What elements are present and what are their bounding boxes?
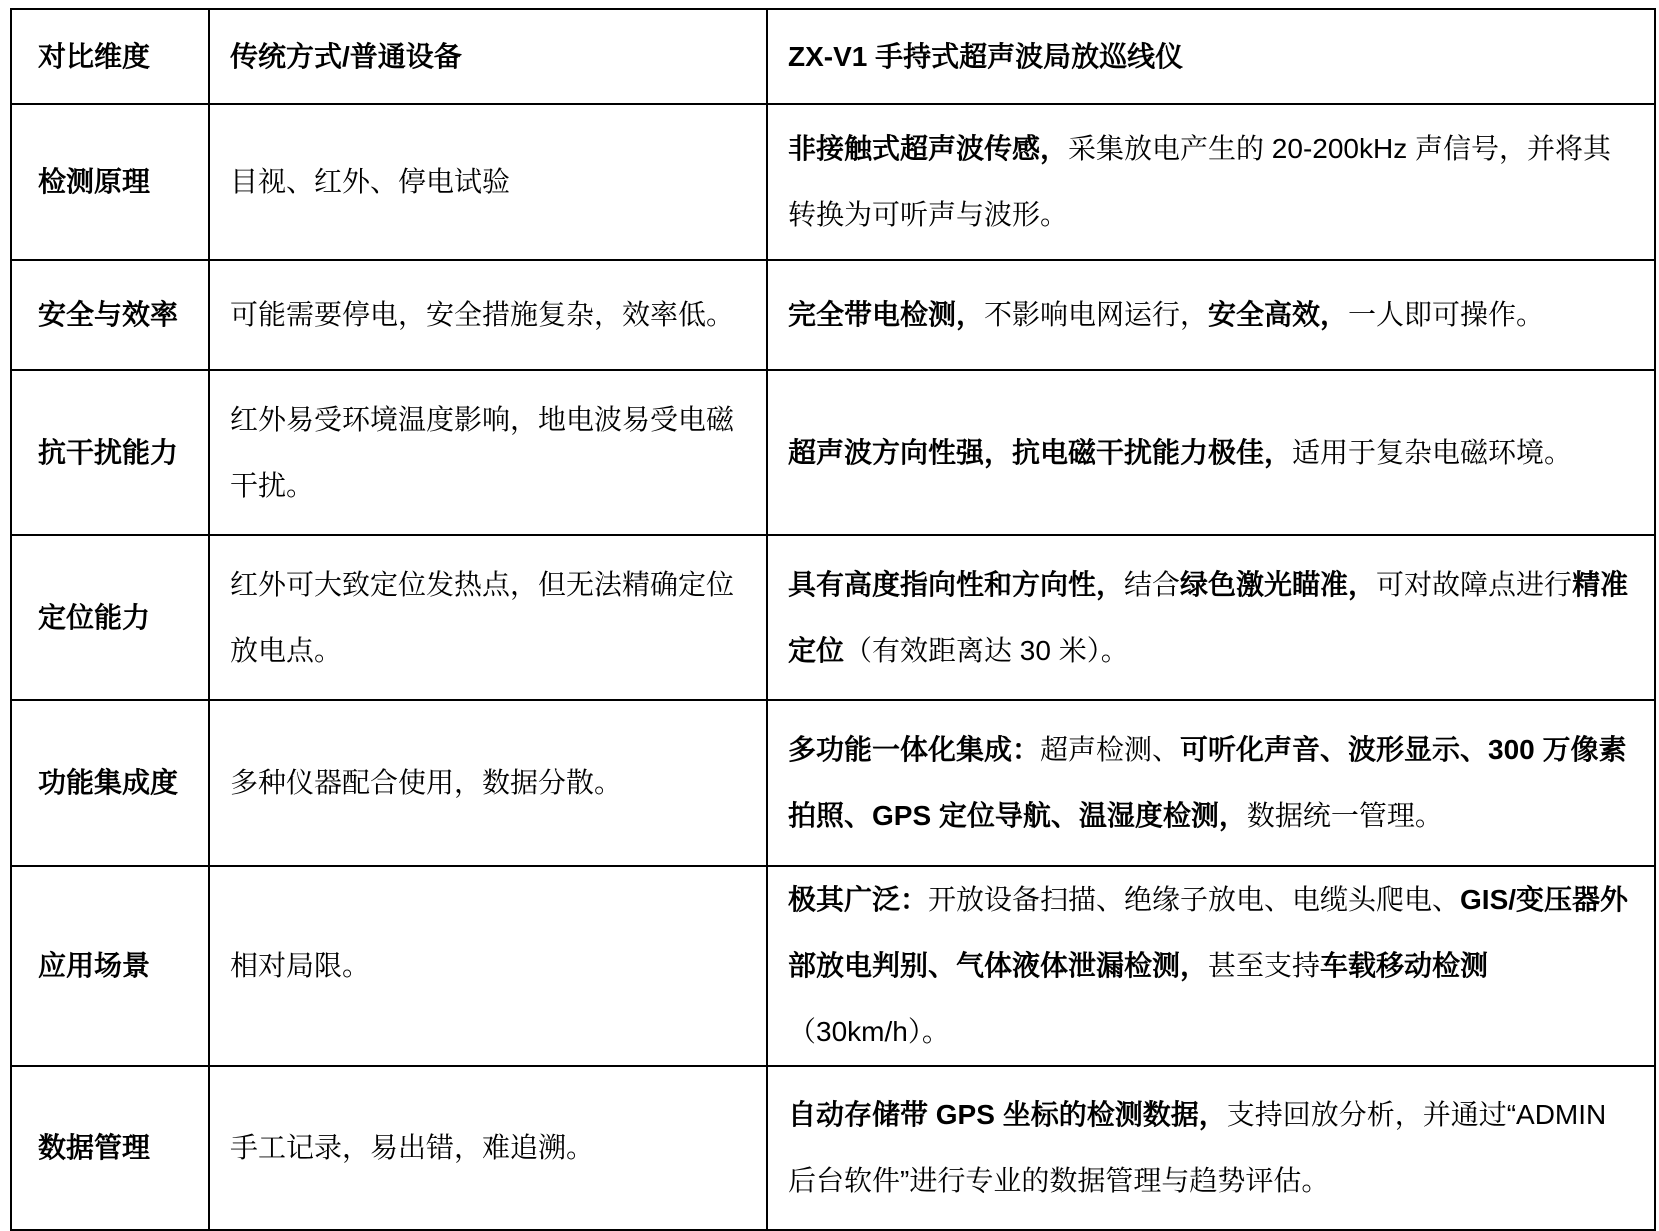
text-segment: 结合 — [1124, 568, 1181, 600]
text-segment: 具有高度指向性和方向性， — [788, 568, 1125, 600]
traditional-cell: 红外可大致定位发热点，但无法精确定位放电点。 — [209, 535, 767, 700]
table-header-row — [11, 9, 1655, 104]
text-segment: 采集放电产生的 20-200kHz 声信号，并将其转换为可听声与波形。 — [788, 133, 1611, 230]
text-segment: 精准定位 — [788, 568, 1629, 666]
col-header-traditional: 传统方式/普通设备 — [209, 9, 767, 104]
text-segment: 车载移动检测 — [1320, 950, 1489, 981]
col-header-dimension: 对比维度 — [11, 9, 209, 104]
text-segment: （30km/h）。 — [788, 1016, 950, 1047]
text-segment: 非接触式超声波传感， — [788, 133, 1069, 164]
text-segment: 可对故障点进行 — [1376, 568, 1573, 600]
text-segment: 极其广泛： — [788, 884, 929, 915]
zxv1-cell — [767, 1066, 1655, 1230]
text-segment: GIS/变压器外部放电判别、气体液体泄漏检测， — [788, 884, 1629, 981]
text-segment: 超声检测、 — [1040, 734, 1181, 765]
table-row — [11, 866, 1655, 1066]
traditional-cell: 可能需要停电，安全措施复杂，效率低。 — [209, 260, 767, 370]
zxv1-cell — [767, 866, 1655, 1066]
text-segment: 完全带电检测， — [788, 299, 985, 330]
col-header-zxv1: ZX-V1 手持式超声波局放巡线仪 — [767, 9, 1655, 104]
comparison-table — [10, 8, 1656, 1231]
text-segment: 超声波方向性强，抗电磁干扰能力极佳， — [788, 436, 1293, 468]
zxv1-cell — [767, 104, 1655, 260]
table-row — [11, 535, 1655, 700]
text-segment: 可听化声音、波形显示、300 万像素拍照、GPS 定位导航、温湿度检测， — [788, 734, 1627, 831]
traditional-cell: 手工记录，易出错，难追溯。 — [209, 1066, 767, 1230]
traditional-cell: 目视、红外、停电试验 — [209, 104, 767, 260]
row-label-application-scenarios: 应用场景 — [11, 866, 209, 1066]
zxv1-cell — [767, 535, 1655, 700]
zxv1-cell — [767, 700, 1655, 866]
text-segment: 多功能一体化集成： — [788, 734, 1041, 765]
row-label-safety-efficiency: 安全与效率 — [11, 260, 209, 370]
table-row — [11, 700, 1655, 866]
text-segment: （有效距离达 30 米）。 — [844, 634, 1129, 666]
row-label-positioning: 定位能力 — [11, 535, 209, 700]
zxv1-cell — [767, 370, 1655, 535]
traditional-cell: 相对局限。 — [209, 866, 767, 1066]
traditional-cell: 红外易受环境温度影响，地电波易受电磁干扰。 — [209, 370, 767, 535]
text-segment: 一人即可操作。 — [1348, 299, 1545, 330]
text-segment: 支持回放分析，并通过“ADMIN 后台软件”进行专业的数据管理与趋势评估。 — [788, 1099, 1607, 1196]
row-label-anti-interference: 抗干扰能力 — [11, 370, 209, 535]
text-segment: 自动存储带 GPS 坐标的检测数据， — [788, 1099, 1227, 1130]
text-segment: 开放设备扫描、绝缘子放电、电缆头爬电、 — [928, 884, 1461, 915]
text-segment: 绿色激光瞄准， — [1180, 568, 1377, 600]
text-segment: 甚至支持 — [1208, 950, 1321, 981]
table-row — [11, 370, 1655, 535]
row-label-integration: 功能集成度 — [11, 700, 209, 866]
table-row — [11, 104, 1655, 260]
text-segment: 适用于复杂电磁环境。 — [1292, 436, 1573, 468]
text-segment: 不影响电网运行， — [984, 299, 1209, 330]
table-row — [11, 1066, 1655, 1230]
traditional-cell: 多种仪器配合使用，数据分散。 — [209, 700, 767, 866]
row-label-data-management: 数据管理 — [11, 1066, 209, 1230]
comparison-table-container — [10, 8, 1656, 1231]
zxv1-cell — [767, 260, 1655, 370]
text-segment: 安全高效， — [1208, 299, 1349, 330]
row-label-detection-principle: 检测原理 — [11, 104, 209, 260]
text-segment: 数据统一管理。 — [1246, 800, 1443, 831]
table-row — [11, 260, 1655, 370]
